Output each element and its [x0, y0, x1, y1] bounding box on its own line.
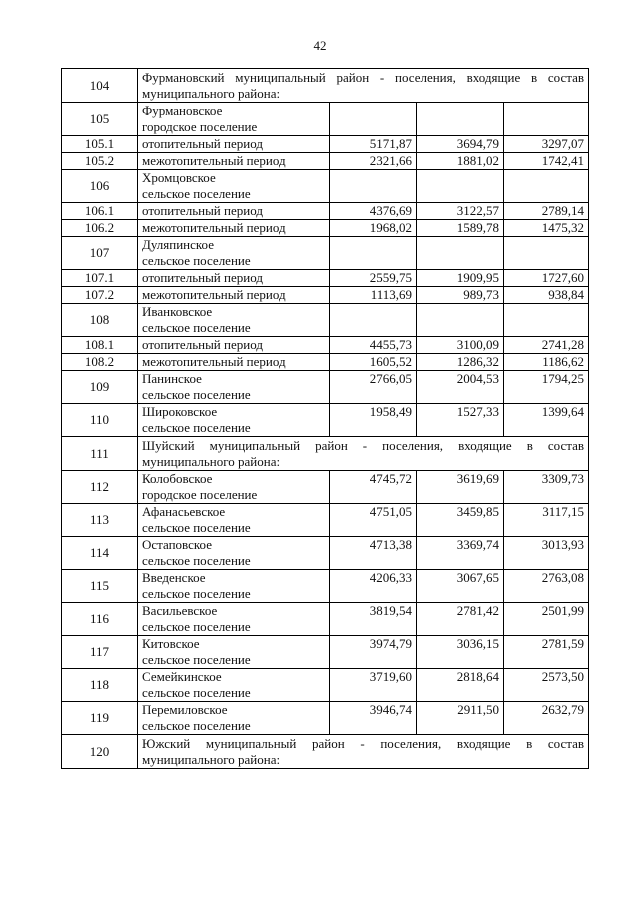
row-number: 105.1 [62, 136, 138, 153]
period-name: межотопительный период [138, 220, 330, 237]
settlement-name [138, 103, 330, 136]
settlement-name [138, 537, 330, 570]
settlement-row [62, 471, 589, 504]
settlement-name-line1: Афанасьевское [142, 504, 226, 519]
settlement-row [62, 304, 589, 337]
settlement-name [138, 471, 330, 504]
value-2: 3122,57 [417, 203, 504, 220]
period-name: отопительный период [138, 203, 330, 220]
period-row [62, 270, 589, 287]
value-3: 2741,28 [504, 337, 589, 354]
value-1: 4206,33 [330, 570, 417, 603]
value-1: 4745,72 [330, 471, 417, 504]
settlement-name-line2: городское поселение [142, 119, 258, 134]
value-1: 1605,52 [330, 354, 417, 371]
value-1: 3719,60 [330, 669, 417, 702]
value-1: 4713,38 [330, 537, 417, 570]
period-row [62, 136, 589, 153]
value-2: 3459,85 [417, 504, 504, 537]
period-name: отопительный период [138, 136, 330, 153]
settlement-name-line1: Дуляпинское [142, 237, 214, 252]
value-2: 2911,50 [417, 702, 504, 735]
row-number: 104 [62, 69, 138, 103]
settlement-name [138, 304, 330, 337]
value-3: 2501,99 [504, 603, 589, 636]
value-1 [330, 103, 417, 136]
period-name: межотопительный период [138, 287, 330, 304]
settlement-name [138, 603, 330, 636]
settlement-row [62, 603, 589, 636]
settlement-row [62, 371, 589, 404]
settlement-name-line1: Фурмановское [142, 103, 223, 118]
value-1: 2321,66 [330, 153, 417, 170]
value-3: 1794,25 [504, 371, 589, 404]
settlement-name-line2: сельское поселение [142, 553, 251, 568]
section-row [62, 69, 589, 103]
period-row [62, 287, 589, 304]
settlement-name-line1: Хромцовское [142, 170, 216, 185]
value-2: 1881,02 [417, 153, 504, 170]
table-body [62, 69, 589, 769]
value-3 [504, 237, 589, 270]
value-2: 1286,32 [417, 354, 504, 371]
value-1: 4751,05 [330, 504, 417, 537]
row-number: 107 [62, 237, 138, 270]
section-row [62, 437, 589, 471]
settlement-name-line2: сельское поселение [142, 387, 251, 402]
period-name: отопительный период [138, 270, 330, 287]
settlement-row [62, 404, 589, 437]
settlement-name [138, 404, 330, 437]
row-number: 106.2 [62, 220, 138, 237]
row-number: 107.1 [62, 270, 138, 287]
settlement-name [138, 170, 330, 203]
value-3: 2632,79 [504, 702, 589, 735]
settlement-name-line2: сельское поселение [142, 520, 251, 535]
row-number: 110 [62, 404, 138, 437]
section-title: Фурмановский муниципальный район - поселения, входящие в состав муниципального района: [138, 69, 589, 103]
period-row [62, 153, 589, 170]
period-row [62, 354, 589, 371]
value-1: 1968,02 [330, 220, 417, 237]
value-2: 3369,74 [417, 537, 504, 570]
value-3: 938,84 [504, 287, 589, 304]
row-number: 118 [62, 669, 138, 702]
value-3 [504, 170, 589, 203]
settlement-row [62, 170, 589, 203]
value-2: 3694,79 [417, 136, 504, 153]
row-number: 107.2 [62, 287, 138, 304]
value-2 [417, 304, 504, 337]
value-3: 2781,59 [504, 636, 589, 669]
settlement-row [62, 537, 589, 570]
settlement-name-line2: сельское поселение [142, 619, 251, 634]
period-name: отопительный период [138, 337, 330, 354]
value-1: 5171,87 [330, 136, 417, 153]
settlement-name-line2: сельское поселение [142, 685, 251, 700]
value-2: 3100,09 [417, 337, 504, 354]
value-2 [417, 237, 504, 270]
value-2: 1589,78 [417, 220, 504, 237]
value-3: 1727,60 [504, 270, 589, 287]
period-row [62, 203, 589, 220]
tariff-table [61, 68, 589, 769]
settlement-name-line2: сельское поселение [142, 320, 251, 335]
settlement-name-line1: Колобовское [142, 471, 213, 486]
settlement-name-line1: Васильевское [142, 603, 218, 618]
settlement-name-line2: сельское поселение [142, 186, 251, 201]
row-number: 106.1 [62, 203, 138, 220]
settlement-row [62, 237, 589, 270]
settlement-name [138, 504, 330, 537]
value-3: 2573,50 [504, 669, 589, 702]
value-2: 3067,65 [417, 570, 504, 603]
settlement-name-line1: Панинское [142, 371, 202, 386]
value-3: 3117,15 [504, 504, 589, 537]
value-1: 1113,69 [330, 287, 417, 304]
settlement-name-line1: Семейкинское [142, 669, 222, 684]
value-1 [330, 304, 417, 337]
value-1: 3946,74 [330, 702, 417, 735]
row-number: 105.2 [62, 153, 138, 170]
value-2: 1909,95 [417, 270, 504, 287]
value-3: 1399,64 [504, 404, 589, 437]
value-2: 2004,53 [417, 371, 504, 404]
settlement-name-line1: Введенское [142, 570, 206, 585]
settlement-row [62, 570, 589, 603]
value-2 [417, 103, 504, 136]
settlement-row [62, 504, 589, 537]
row-number: 108.1 [62, 337, 138, 354]
row-number: 108 [62, 304, 138, 337]
settlement-name-line1: Китовское [142, 636, 200, 651]
section-title: Шуйский муниципальный район - поселения, входящие в состав муниципального района: [138, 437, 589, 471]
settlement-name [138, 371, 330, 404]
value-1 [330, 170, 417, 203]
value-3: 3309,73 [504, 471, 589, 504]
value-2: 1527,33 [417, 404, 504, 437]
section-title: Южский муниципальный район - поселения, входящие в состав муниципального района: [138, 735, 589, 769]
value-1 [330, 237, 417, 270]
settlement-name-line2: сельское поселение [142, 586, 251, 601]
value-3: 3013,93 [504, 537, 589, 570]
value-2: 3619,69 [417, 471, 504, 504]
row-number: 120 [62, 735, 138, 769]
settlement-name-line1: Остаповское [142, 537, 212, 552]
value-2: 2818,64 [417, 669, 504, 702]
row-number: 106 [62, 170, 138, 203]
settlement-row [62, 702, 589, 735]
row-number: 116 [62, 603, 138, 636]
value-3: 2789,14 [504, 203, 589, 220]
row-number: 111 [62, 437, 138, 471]
value-1: 3974,79 [330, 636, 417, 669]
row-number: 112 [62, 471, 138, 504]
row-number: 105 [62, 103, 138, 136]
row-number: 119 [62, 702, 138, 735]
row-number: 117 [62, 636, 138, 669]
settlement-name [138, 636, 330, 669]
settlement-row [62, 103, 589, 136]
value-2: 2781,42 [417, 603, 504, 636]
row-number: 114 [62, 537, 138, 570]
row-number: 115 [62, 570, 138, 603]
settlement-row [62, 669, 589, 702]
period-name: межотопительный период [138, 153, 330, 170]
settlement-name [138, 570, 330, 603]
period-row [62, 220, 589, 237]
value-3 [504, 103, 589, 136]
value-1: 2559,75 [330, 270, 417, 287]
settlement-name-line1: Иванковское [142, 304, 213, 319]
settlement-name-line2: сельское поселение [142, 718, 251, 733]
value-1: 4455,73 [330, 337, 417, 354]
value-2: 3036,15 [417, 636, 504, 669]
value-1: 3819,54 [330, 603, 417, 636]
settlement-name-line2: сельское поселение [142, 420, 251, 435]
value-3: 1475,32 [504, 220, 589, 237]
period-row [62, 337, 589, 354]
settlement-name-line1: Перемиловское [142, 702, 228, 717]
value-3: 1186,62 [504, 354, 589, 371]
settlement-name-line2: городское поселение [142, 487, 258, 502]
settlement-row [62, 636, 589, 669]
settlement-name [138, 702, 330, 735]
section-row [62, 735, 589, 769]
value-1: 4376,69 [330, 203, 417, 220]
value-2: 989,73 [417, 287, 504, 304]
row-number: 113 [62, 504, 138, 537]
value-3: 1742,41 [504, 153, 589, 170]
settlement-name [138, 237, 330, 270]
value-2 [417, 170, 504, 203]
value-3 [504, 304, 589, 337]
value-1: 2766,05 [330, 371, 417, 404]
settlement-name-line2: сельское поселение [142, 652, 251, 667]
value-1: 1958,49 [330, 404, 417, 437]
settlement-name [138, 669, 330, 702]
row-number: 108.2 [62, 354, 138, 371]
period-name: межотопительный период [138, 354, 330, 371]
settlement-name-line2: сельское поселение [142, 253, 251, 268]
page-number: 42 [313, 38, 327, 53]
row-number: 109 [62, 371, 138, 404]
value-3: 3297,07 [504, 136, 589, 153]
value-3: 2763,08 [504, 570, 589, 603]
settlement-name-line1: Широковское [142, 404, 218, 419]
